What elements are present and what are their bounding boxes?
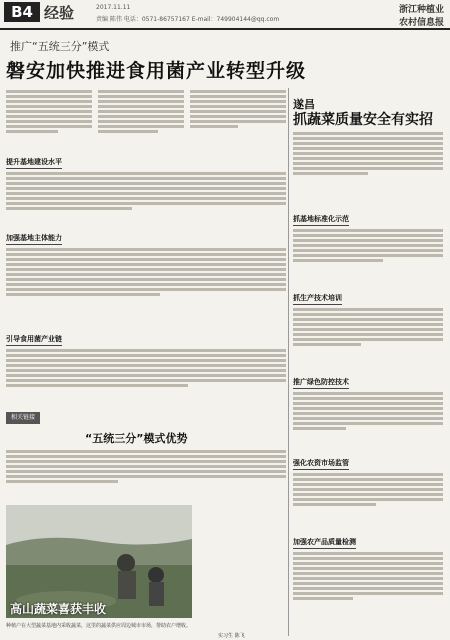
page-number: B4 (4, 2, 40, 22)
lead-subhead-1: 提升基地建设水平 (6, 157, 62, 169)
harvest-photo (6, 505, 192, 618)
right-body-sec2 (293, 306, 443, 372)
section-name: 经验 (44, 4, 75, 22)
lead-body-col1 (6, 88, 92, 152)
column-divider (288, 88, 289, 636)
lead-body-col2 (98, 88, 184, 152)
lead-body-sec3 (6, 347, 286, 405)
lead-body-sec1 (6, 170, 286, 228)
lead-body-sec2 (6, 246, 286, 328)
issue-date: 2017.11.11 (96, 4, 131, 11)
paper-name-line2: 农村信息报 (398, 18, 444, 28)
right-article-kicker: 遂昌 (293, 98, 315, 111)
right-subhead-4: 强化农资市场监管 (293, 458, 349, 470)
right-body-intro (293, 130, 443, 208)
right-subhead-5: 加强农产品质量检测 (293, 537, 356, 549)
editor-contact: 责编 陈伟 电话：0571-86757167 E-mail：749904144@qq.com (96, 16, 280, 23)
lead-subtitle: 推广“五统三分”模式 (10, 40, 110, 53)
paper-name (399, 2, 444, 28)
photo-caption: 种植户在大型蔬菜基地内采收蔬菜，这里的蔬菜供应周边城市市场，帮助农户增收。 (6, 623, 192, 629)
right-body-sec1 (293, 227, 443, 287)
lead-body-col3 (190, 88, 286, 152)
right-subhead-3: 推广绿色防控技术 (293, 377, 349, 389)
related-link-label: 相关链接 (6, 412, 40, 424)
photo-credit: 实习生 陈飞 (218, 633, 245, 639)
masthead (0, 0, 450, 30)
right-subhead-1: 抓基地标准化示范 (293, 214, 349, 226)
lead-subhead-3: 引导食用菌产业链 (6, 334, 62, 346)
right-subhead-2: 抓生产技术培训 (293, 293, 342, 305)
related-box-body (6, 448, 286, 500)
paper-name-line1: 浙江种植业 (398, 5, 444, 15)
right-article-title: 抓蔬菜质量安全有实招 (293, 112, 433, 128)
photo-overlay-title: 高山蔬菜喜获丰收 (10, 602, 107, 616)
lead-title: 磐安加快推进食用菌产业转型升级 (6, 60, 307, 82)
right-body-sec3 (293, 390, 443, 452)
right-body-sec4 (293, 471, 443, 531)
related-box-title: “五统三分”模式优势 (85, 432, 188, 445)
lead-subhead-2: 加强基地主体能力 (6, 233, 62, 245)
right-body-sec5 (293, 550, 443, 634)
